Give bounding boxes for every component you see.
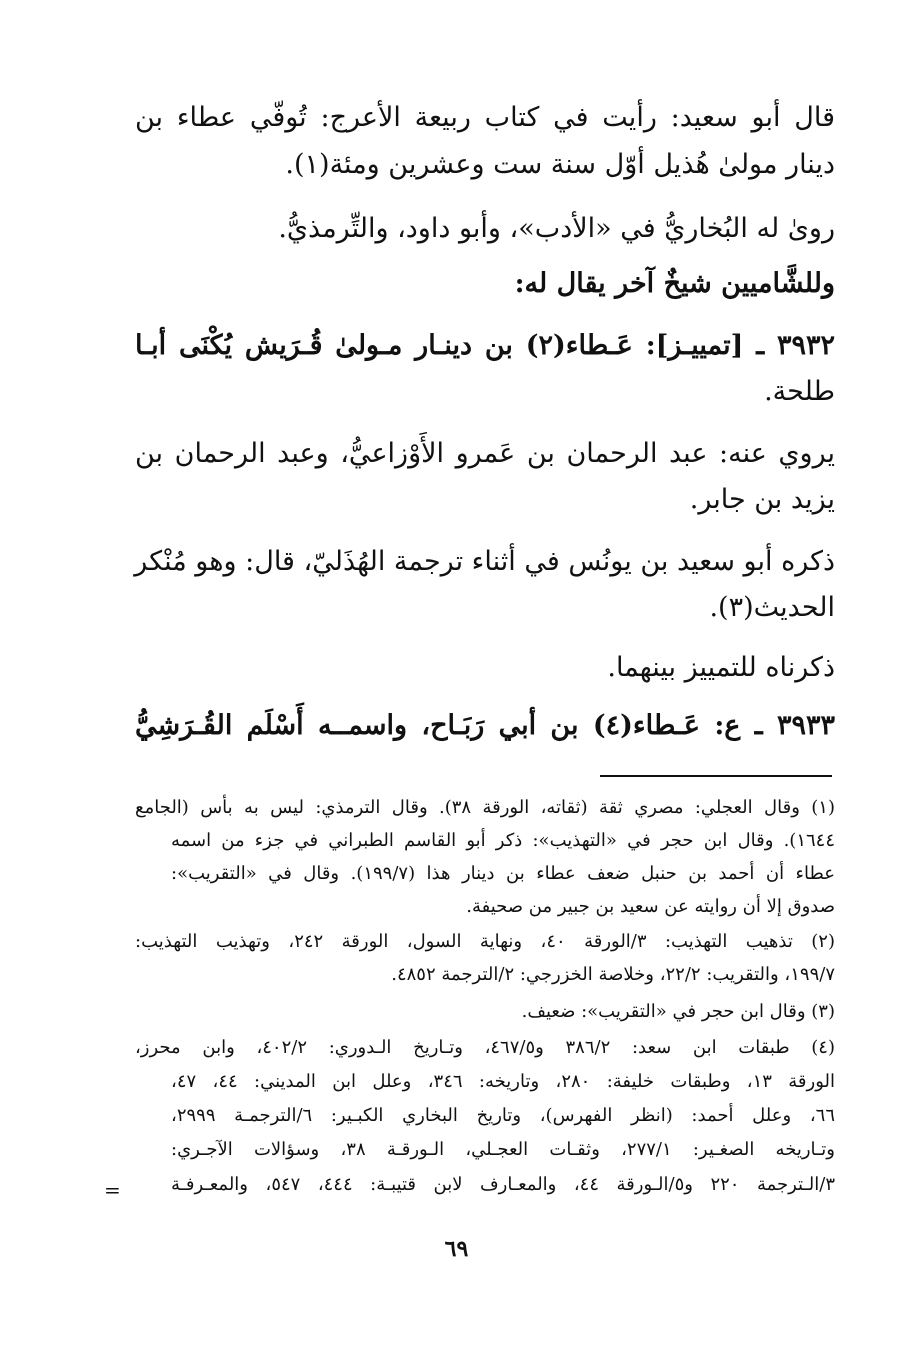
body-line-4-heading: وللشَّاميين شيخٌ آخر يقال له: xyxy=(514,268,835,299)
entry-3933-heading: ٣٩٣٣ ـ ع: عَـطاء(٤) بن أبي رَبَـاح، واسمــه أَسْلَم القُـرَشِيُّ xyxy=(135,710,835,741)
entry-3932-heading: ٣٩٣٢ ـ [تمييـز]: عَـطاء(٢) بن دينـار مـولىٰ قُـرَيش يُكْنَى أبـا xyxy=(135,330,835,361)
footnote-1-line-1: (١) وقال العجلي: مصري ثقة (ثقاته، الورقة ٣٨). وقال الترمذي: ليس به بأس (الجامع xyxy=(135,797,835,818)
body-line-8: يزيد بن جابر. xyxy=(689,484,835,515)
footnote-4-line-2: الورقة ١٣، وطبقات خليفة: ٢٨٠، وتاريخه: ٣٤٦، وعلل ابن المديني: ٤٤، ٤٧، xyxy=(171,1071,836,1092)
footnote-3: (٣) وقال ابن حجر في «التقريب»: ضعيف. xyxy=(521,1001,835,1022)
body-line-11: ذكرناه للتمييز بينهما. xyxy=(607,652,835,683)
footnote-1-line-2: ١٦٤٤). وقال ابن حجر في «التهذيب»: ذكر أبو القاسم الطبراني في جزء من اسمه xyxy=(171,830,835,851)
body-line-1: قال أبو سعيد: رأيت في كتاب ربيعة الأعرج: تُوفّي عطاء بن xyxy=(135,102,835,133)
footnote-4-line-3: ٦٦، وعلل أحمد: (انظر الفهرس)، وتاريخ البخاري الكبـير: ٦/الترجمـة ٢٩٩٩، xyxy=(171,1105,835,1126)
footnote-1-line-4: صدوق إلا أن روايته عن سعيد بن جبير من صحيفة. xyxy=(466,896,835,917)
footnote-4-line-4: وتـاريخه الصغـير: ٢٧٧/١، وثقـات العجـلي، الـورقـة ٣٨، وسؤالات الآجـري: xyxy=(171,1139,835,1160)
footnote-2-line-2: ١٩٩/٧، والتقريب: ٢٢/٢، وخلاصة الخزرجي: ٢/الترجمة ٤٨٥٢. xyxy=(391,964,835,985)
body-line-10: الحديث(٣). xyxy=(709,592,835,623)
body-line-7: يروي عنه: عبد الرحمان بن عَمرو الأَوْزاعيُّ، وعبد الرحمان بن xyxy=(135,438,835,469)
footnote-4-line-5: ٣/الـترجمة ٢٢٠ و٥/الـورقة ٤٤، والمعـارف لابن قتيبـة: ٤٤٤، ٥٤٧، والمعـرفـة xyxy=(171,1174,835,1195)
continuation-mark: = xyxy=(104,1178,121,1202)
body-line-2: دينار مولىٰ هُذيل أوّل سنة ست وعشرين ومئة(١). xyxy=(285,149,835,180)
body-line-9: ذكره أبو سعيد بن يونُس في أثناء ترجمة الهُذَليّ، قال: وهو مُنْكر xyxy=(134,546,835,577)
footnote-separator xyxy=(600,775,832,777)
body-line-3: روىٰ له البُخاريُّ في «الأدب»، وأبو داود، والتِّرمذيُّ. xyxy=(278,213,835,244)
footnote-4-line-1: (٤) طبقات ابن سعد: ٣٨٦/٢ و٤٦٧/٥، وتـاريخ الـدوري: ٤٠٢/٢، وابن محرز، xyxy=(135,1037,835,1058)
page-number: ٦٩ xyxy=(444,1236,469,1262)
footnote-2-line-1: (٢) تذهيب التهذيب: ٣/الورقة ٤٠، ونهاية السول، الورقة ٢٤٢، وتهذيب التهذيب: xyxy=(135,931,835,952)
footnote-1-line-3: عطاء أن أحمد بن حنبل ضعف عطاء بن دينار هذا (١٩٩/٧). وقال في «التقريب»: xyxy=(171,863,835,884)
body-line-6: طلحة. xyxy=(764,376,835,407)
